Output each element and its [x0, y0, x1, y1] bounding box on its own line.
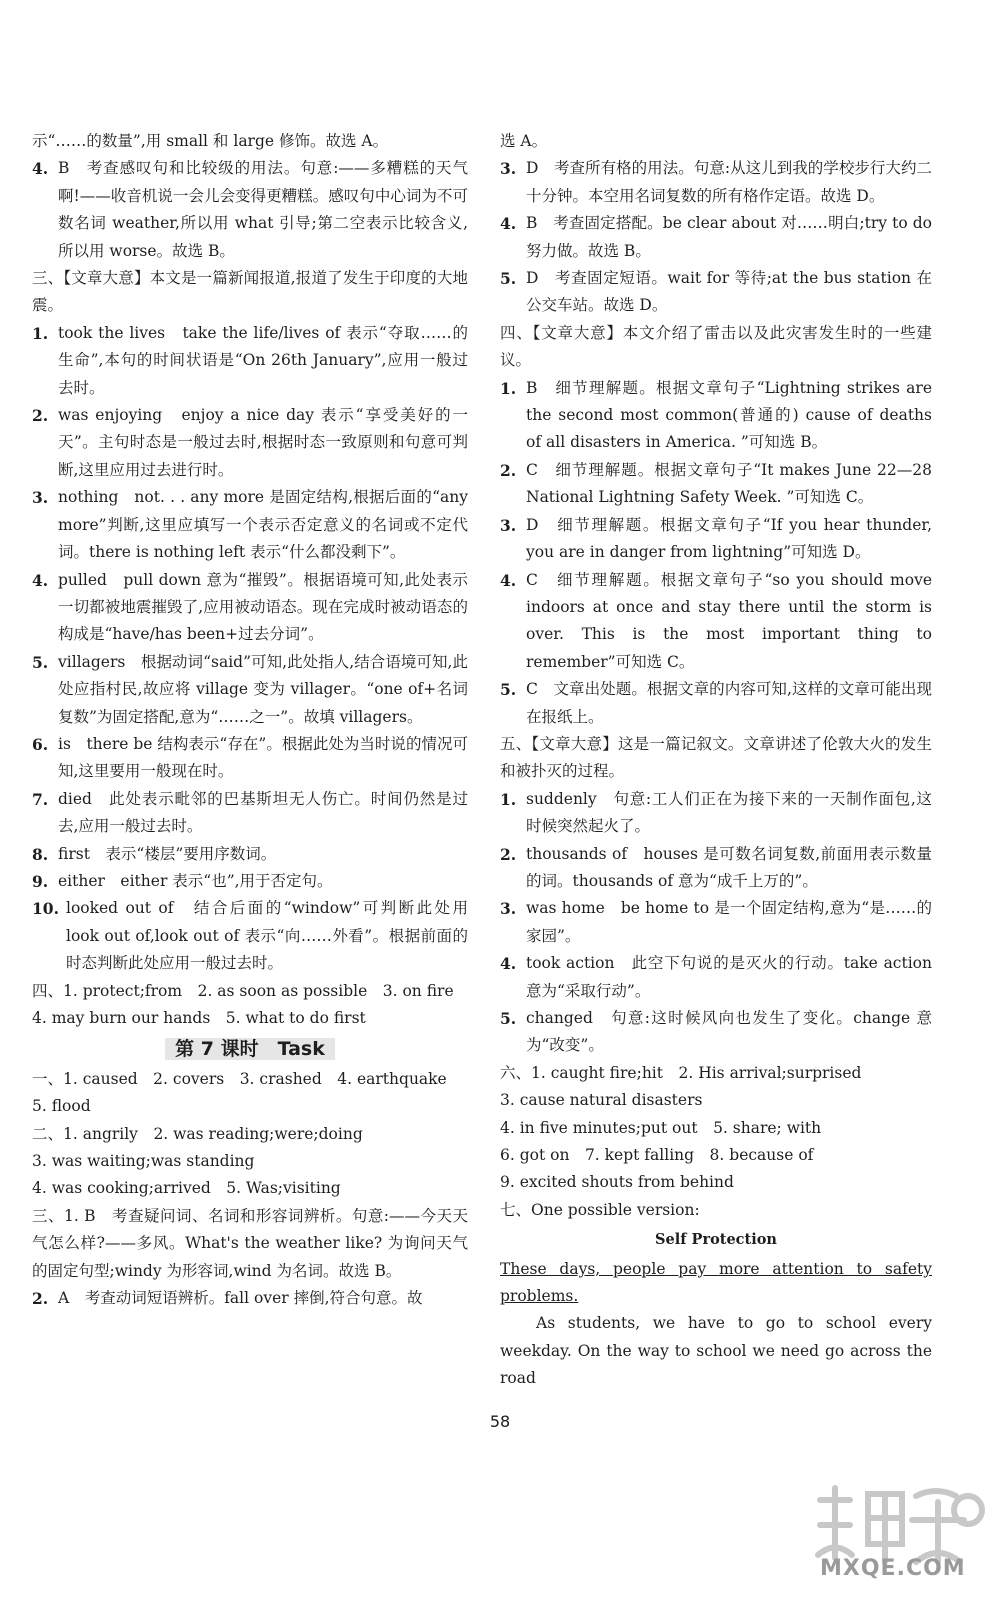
item-text: D 考查所有格的用法。句意:从这儿到我的学校步行大约二十分钟。本空用名词复数的所有格作定语。故选 D。 [526, 159, 932, 205]
text-line: 六、1. caught fire;hit 2. His arrival;surprised [500, 1063, 862, 1082]
answer-item [32, 402, 468, 484]
item-number: 5. [32, 652, 49, 672]
right-column [500, 128, 932, 1393]
lesson-heading-text: 第 7 课时 Task [165, 1038, 335, 1060]
item-text: looked out of 结合后面的“window”可判断此处用 look out of,look out of 表示“向……外看”。根据前面的时态判断此处应用一般过去时。 [66, 899, 468, 973]
item-text: took action 此空下句说的是灭火的行动。take action 意为“采取行动”。 [526, 954, 932, 1000]
item-text: suddenly 句意:工人们正在为接下来的一天制作面包,这时候突然起火了。 [526, 789, 932, 836]
item-text: B 考查感叹句和比较级的用法。句意:——多糟糕的天气啊!——收音机说一会儿会变得更糟糕。感叹句中心词为不可数名词 weather,所以用 what 引导;第二空表示比较含义,所以用 worse。故选 B。 [58, 159, 468, 260]
item-text: nothing not. . . any more 是固定结构,根据后面的“any more”判断,这里应填写一个表示否定意义的名词或不定代词。there is nothing left 表示“什么都没剩下”。 [58, 488, 468, 562]
answer-item [500, 895, 932, 950]
answer-item [500, 841, 932, 896]
answer-item [32, 841, 468, 868]
item-number: 3. [500, 899, 517, 919]
lesson-heading [32, 1036, 468, 1063]
answer-item [500, 567, 932, 677]
item-text: D 考查固定短语。wait for 等待;at the bus station 在公交车站。故选 D。 [526, 269, 932, 315]
essay-paragraph: These days, people pay more attention to safety problems. [500, 1259, 932, 1306]
answer-item [500, 512, 932, 567]
item-number: 4. [32, 570, 49, 590]
answer-item [32, 1285, 468, 1312]
item-text: B 细节理解题。根据文章句子“Lightning strikes are the second most common(普通的) cause of deaths of all disasters in America. ”可知选 B。 [526, 378, 932, 452]
item-text: villagers 根据动词“said”可知,此处指人,结合语境可知,此处应指村民,故应将 village 变为 villager。“one of+名词复数”为固定搭配,意为“……之一”。故填 villagers。 [58, 652, 468, 726]
item-number: 3. [500, 515, 517, 535]
text-line: 3. cause natural disasters [500, 1091, 703, 1110]
text-line: 五、【文章大意】这是一篇记叙文。文章讲述了伦敦大火的发生和被扑灭的过程。 [500, 734, 932, 781]
answer-item [32, 731, 468, 786]
text-line: 5. flood [32, 1097, 91, 1116]
item-number: 1. [500, 378, 517, 398]
essay-paragraph: As students, we have to go to school every weekday. On the way to school we need go across the road [500, 1314, 932, 1388]
text-line: 四、【文章大意】本文介绍了雷击以及此灾害发生时的一些建议。 [500, 323, 932, 370]
text-line: 二、1. angrily 2. was reading;were;doing [32, 1124, 363, 1143]
item-number: 10. [32, 899, 59, 919]
item-text: took the lives take the life/lives of 表示“夺取……的生命”,本句的时间状语是“On 26th January”,应用一般过去时。 [58, 323, 468, 397]
item-number: 9. [32, 871, 49, 891]
answer-item [32, 649, 468, 731]
item-number: 4. [32, 159, 49, 179]
text-line: 9. excited shouts from behind [500, 1173, 734, 1192]
item-text: C 文章出处题。根据文章的内容可知,这样的文章可能出现在报纸上。 [526, 680, 932, 726]
item-text: died 此处表示毗邻的巴基斯坦无人伤亡。时间仍然是过去,应用一般过去时。 [58, 789, 468, 836]
left-column [32, 128, 468, 1312]
item-number: 2. [32, 406, 49, 426]
item-text: first 表示“楼层”要用序数词。 [58, 844, 277, 863]
text-line: 4. was cooking;arrived 5. Was;visiting [32, 1179, 341, 1198]
answer-item [32, 320, 468, 402]
answer-item [32, 868, 468, 895]
essay-title: Self Protection [655, 1231, 777, 1249]
text-line: 七、One possible version: [500, 1200, 700, 1219]
answer-item [500, 950, 932, 1005]
item-text: was enjoying enjoy a nice day 表示“享受美好的一天”。主句时态是一般过去时,根据时态一致原则和句意可判断,这里应用过去进行时。 [58, 406, 468, 479]
answer-item [500, 265, 932, 320]
text-line: 6. got on 7. kept falling 8. because of [500, 1146, 814, 1165]
item-number: 4. [500, 570, 517, 590]
item-text: either either 表示“也”,用于否定句。 [58, 871, 333, 890]
item-number: 5. [500, 680, 517, 700]
item-number: 4. [500, 214, 517, 234]
item-number: 3. [32, 488, 49, 508]
answer-item [32, 786, 468, 841]
item-text: D 细节理解题。根据文章句子“If you hear thunder, you are in danger from lightning”可知选 D。 [526, 515, 932, 562]
item-text: changed 句意:这时候风向也发生了变化。change 意为“改变”。 [526, 1009, 932, 1055]
text-line: 三、【文章大意】本文是一篇新闻报道,报道了发生于印度的大地震。 [32, 269, 468, 315]
text-line: 3. was waiting;was standing [32, 1152, 255, 1171]
text-line: 三、1. B 考查疑问词、名词和形容词辨析。句意:——今天天气怎么样?——多风。What's the weather like? 为询问天气的固定句型;windy 为形容词,wind 为名词。故选 B。 [32, 1206, 468, 1280]
answer-item [32, 567, 468, 649]
answer-item [32, 155, 468, 265]
answer-item [500, 375, 932, 457]
item-text: pulled pull down 意为“摧毁”。根据语境可知,此处表示一切都被地震摧毁了,应用被动语态。现在完成时被动语态的构成是“have/has been+过去分词”。 [58, 570, 468, 644]
item-text: C 细节理解题。根据文章句子“It makes June 22—28 National Lightning Safety Week. ”可知选 C。 [526, 460, 932, 507]
text-line: 四、1. protect;from 2. as soon as possible 3. on fire [32, 981, 454, 1000]
answer-item [32, 895, 468, 977]
item-number: 2. [32, 1289, 49, 1309]
text-line: 一、1. caused 2. covers 3. crashed 4. earthquake [32, 1069, 447, 1088]
item-number: 3. [500, 159, 517, 179]
answer-item [500, 786, 932, 841]
text-line: 示“……的数量”,用 small 和 large 修饰。故选 A。 [32, 132, 389, 150]
item-number: 5. [500, 269, 517, 289]
item-number: 7. [32, 789, 49, 809]
item-number: 6. [32, 734, 49, 754]
item-number: 1. [500, 789, 517, 809]
answer-item [32, 484, 468, 566]
item-number: 2. [500, 844, 517, 864]
item-text: is there be 结构表示“存在”。根据此处为当时说的情况可知,这里要用一般现在时。 [58, 734, 468, 781]
item-number: 5. [500, 1009, 517, 1028]
answer-item [500, 457, 932, 512]
text-line: 4. may burn our hands 5. what to do first [32, 1009, 366, 1027]
item-text: thousands of houses 是可数名词复数,前面用表示数量的词。thousands of 意为“成千上万的”。 [526, 844, 932, 890]
item-number: 1. [32, 323, 49, 343]
item-text: C 细节理解题。根据文章句子“so you should move indoors at once and stay there until the storm is over. This is the most important thing to remember”可知选 C。 [526, 570, 932, 671]
item-text: A 考查动词短语辨析。fall over 摔倒,符合句意。故 [58, 1289, 423, 1308]
item-text: B 考查固定搭配。be clear about 对……明白;try to do 努力做。故选 B。 [526, 214, 932, 260]
page-number: 58 [489, 1412, 511, 1431]
answer-item [500, 676, 932, 731]
answer-item [500, 155, 932, 210]
item-number: 4. [500, 954, 517, 974]
item-text: was home be home to 是一个固定结构,意为“是……的家园”。 [526, 899, 932, 945]
text-line: 选 A。 [500, 132, 548, 150]
answer-item [500, 210, 932, 265]
item-number: 8. [32, 844, 49, 864]
watermark-text: MXQE.COM [820, 1556, 966, 1581]
item-number: 2. [500, 460, 517, 480]
answer-item [500, 1005, 932, 1060]
text-line: 4. in five minutes;put out 5. share; with [500, 1118, 822, 1137]
